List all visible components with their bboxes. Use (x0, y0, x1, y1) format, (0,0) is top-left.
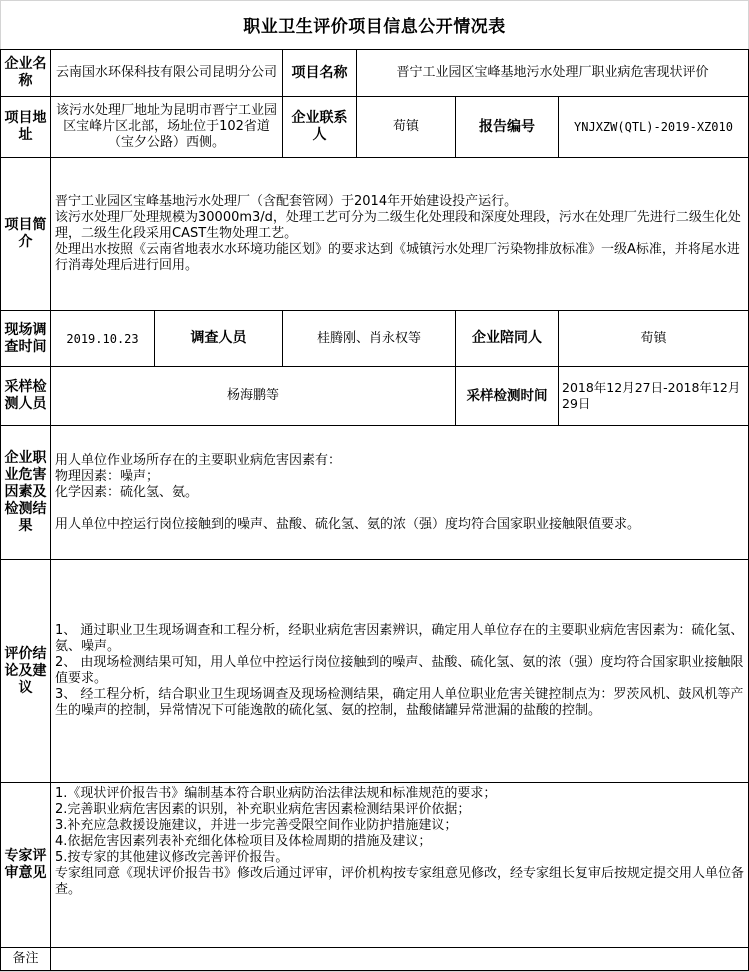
survey-time-label: 现场调查时间 (0, 310, 51, 367)
hazard-line: 用人单位作业场所存在的主要职业病危害因素有： (55, 452, 342, 468)
survey-date-value: 2019.10.23 (50, 310, 155, 367)
intro-line: 该污水处理厂处理规模为30000m3/d，处理工艺可分为二级生化处理段和深度处理段，污水在处理厂先进行二级生化处理，二级生化段采用CAST生物处理工艺。 (55, 210, 741, 241)
project-intro-label: 项目简介 (0, 157, 51, 311)
hazards-label: 企业职业危害因素及检测结果 (0, 425, 51, 560)
conclusion-line: 1、 通过职业卫生现场调查和工程分析，经职业病危害因素辨识，确定用人单位存在的主要职业病危害因素为：硫化氢、氨、噪声。 (55, 623, 744, 654)
hazard-line: 物理因素：噪声； (55, 468, 160, 484)
expert-line: 1.《现状评价报告书》编制基本符合职业病防治法律法规和标准规范的要求； (55, 786, 497, 801)
remarks-value (50, 947, 749, 971)
expert-opinion-value (50, 782, 749, 948)
report-number-label: 报告编号 (455, 96, 559, 158)
expert-line: 专家组同意《现状评价报告书》修改后通过评审，评价机构按专家组意见修改，经专家组长复审后按规定提交用人单位备查。 (55, 866, 745, 897)
investigators-label: 调查人员 (154, 310, 283, 367)
conclusion-value (50, 559, 749, 783)
company-name-value: 云南国水环保科技有限公司昆明分公司 (50, 49, 283, 97)
accompany-value: 荀镇 (558, 310, 749, 367)
remarks-label: 备注 (0, 947, 51, 971)
project-intro-value (50, 157, 749, 311)
sampling-time-value: 2018年12月27日-2018年12月29日 (558, 366, 749, 426)
intro-line: 晋宁工业园区宝峰基地污水处理厂（含配套管网）于2014年开始建设投产运行。 (55, 194, 518, 209)
intro-line: 处理出水按照《云南省地表水水环境功能区划》的要求达到《城镇污水处理厂污染物排放标准》一级A标准，并将尾水进行消毒处理后进行回用。 (55, 242, 740, 273)
hazard-line: 用人单位中控运行岗位接触到的噪声、盐酸、硫化氢、氨的浓（强）度均符合国家职业接触限值要求。 (55, 516, 641, 532)
expert-line: 3.补充应急救援设施建议，并进一步完善受限空间作业防护措施建议； (55, 818, 458, 833)
project-name-label: 项目名称 (282, 49, 357, 97)
accompany-label: 企业陪同人 (455, 310, 559, 367)
sampling-staff-value: 杨海鹏等 (50, 366, 456, 426)
hazards-value (50, 425, 749, 560)
project-address-label: 项目地址 (0, 96, 51, 158)
hazard-line: 化学因素：硫化氢、氨。 (55, 484, 199, 500)
page-title: 职业卫生评价项目信息公开情况表 (243, 17, 506, 37)
conclusion-label: 评价结论及建议 (0, 559, 51, 783)
hazard-blank-line (55, 501, 640, 517)
conclusion-line: 2、 由现场检测结果可知，用人单位中控运行岗位接触到的噪声、盐酸、硫化氢、氨的浓（强）度均符合国家职业接触限值要求。 (55, 655, 744, 686)
conclusion-line: 3、 经工程分析，结合职业卫生现场调查及现场检测结果，确定用人单位职业危害关键控制点为：罗茨风机、鼓风机等产生的噪声的控制，异常情况下可能逸散的硫化氢、氨的控制，盐酸储罐异常泄漏的盐酸的控制。 (55, 687, 744, 718)
sampling-time-label: 采样检测时间 (455, 366, 559, 426)
contact-value: 荀镇 (356, 96, 456, 158)
expert-opinion-label: 专家评审意见 (0, 782, 51, 948)
expert-line: 5.按专家的其他建议修改完善评价报告。 (55, 850, 289, 865)
investigators-value: 桂腾刚、肖永权等 (282, 310, 456, 367)
sampling-staff-label: 采样检测人员 (0, 366, 51, 426)
report-number-value: YNJXZW(QTL)-2019-XZ010 (558, 96, 749, 158)
expert-line: 4.依据危害因素列表补充细化体检项目及体检周期的措施及建议； (55, 834, 432, 849)
company-name-label: 企业名称 (0, 49, 51, 97)
project-address-value: 该污水处理厂地址为昆明市晋宁工业园区宝峰片区北部，场址位于102省道（宝夕公路）西侧。 (50, 96, 283, 158)
contact-label: 企业联系人 (282, 96, 357, 158)
expert-line: 2.完善职业病危害因素的识别，补充职业病危害因素检测结果评价依据； (55, 802, 471, 817)
project-name-value: 晋宁工业园区宝峰基地污水处理厂职业病危害现状评价 (356, 49, 749, 97)
